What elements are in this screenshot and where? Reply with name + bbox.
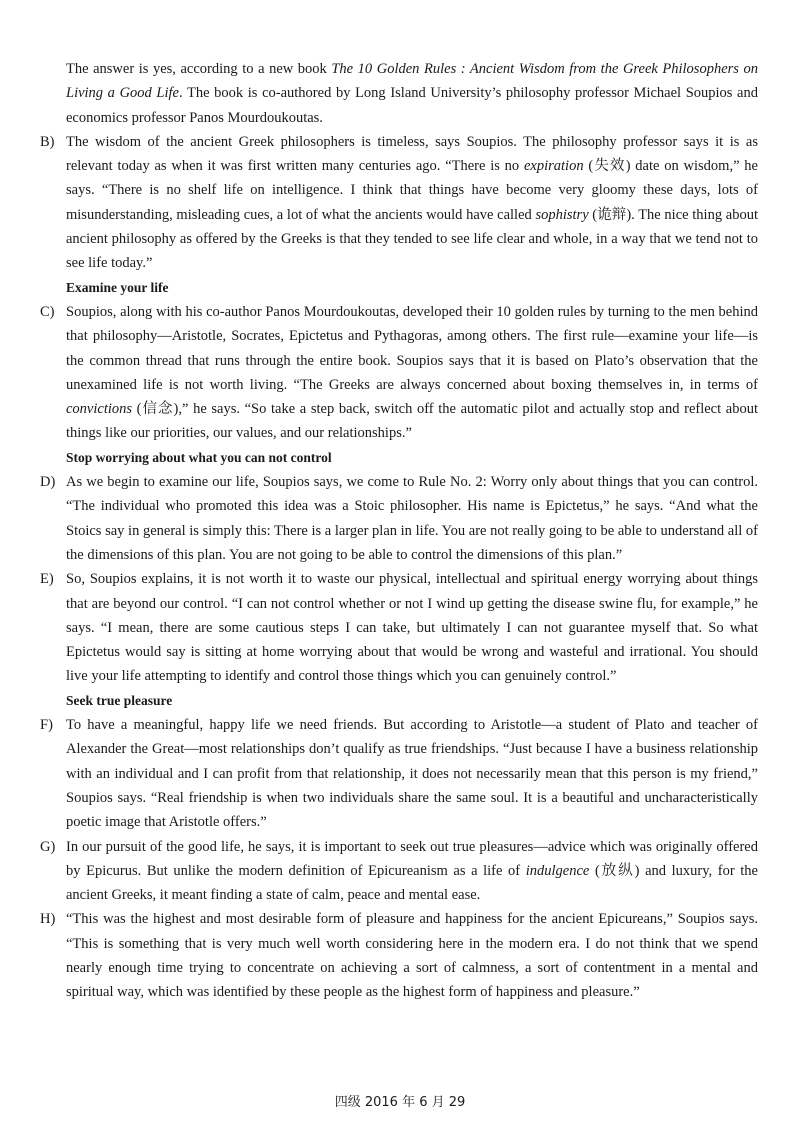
italic-term: The 10 Golden Rules : Ancient Wisdom from the Greek Philosophers on Living a Good Life	[66, 61, 758, 102]
paragraph	[40, 470, 758, 567]
paragraph-text: “This was the highest and most desirable form of pleasure and happiness for the ancient Epicureans,” Soupios says. “This is something that is very much well worth considering here in the modern era. I do not think that we spend nearly enough time trying to concentrate on achieving a sort of calmness, a sort of contentment in a mental and spiritual way, which was identified by these people as the highest form of happiness and pleasure.”	[66, 911, 758, 1001]
paragraph-letter: F)	[40, 717, 53, 734]
paragraph	[40, 713, 758, 834]
paragraph-letter: H)	[40, 911, 56, 928]
paragraph-letter: C)	[40, 303, 55, 320]
page-footer: 四级 2016 年 6 月 29	[334, 1095, 466, 1110]
paragraph-text: (放纵) and luxury, for the ancient Greeks, it meant finding a state of calm, peace and mental ease.	[66, 862, 758, 904]
paragraph-text: The answer is yes, according to a new book	[66, 61, 332, 77]
italic-term: sophistry	[535, 206, 589, 223]
paragraph-text: . The book is co-authored by Long Island University’s philosophy professor Michael Soupios and economics professor Panos Mourdoukoutas.	[66, 85, 758, 126]
section-heading: Stop worrying about what you can not control	[66, 449, 332, 465]
paragraph-text: (诡辩). The nice thing about ancient philosophy as offered by the Greeks is that they tended to see life clear and whole, in a way that we tend not to see life today.”	[66, 206, 758, 272]
paragraph-text: The wisdom of the ancient Greek philosophers is timeless, says Soupios. The philosophy professor says it is as relevant today as when it was first written many centuries ago. “There is no	[66, 133, 758, 175]
paragraph-text: In our pursuit of the good life, he says, it is important to seek out true pleasures—advice which was originally offered by Epicurus. But unlike the modern definition of Epicureanism as a life of	[66, 838, 758, 879]
paragraph-text: So, Soupios explains, it is not worth it to waste our physical, intellectual and spiritual energy worrying about things that are beyond our control. “I can not control whether or not I wind up getting the disease swine flu, for example,” he says. “I mean, there are some cautious steps I can take, but ultimately I can not guarantee myself that. So what Epictetus would say is sitting at home worrying about that would be wrong and wasteful and irrational. You should live your life attempting to identify and control those things which you can genuinely control.”	[66, 571, 758, 685]
paragraph-text: To have a meaningful, happy life we need friends. But according to Aristotle—a student of Plato and teacher of Alexander the Great—most relationships don’t qualify as true friendships. “Just because I have a business relationship with an individual and I can profit from that relationship, it does not necessarily mean that this person is my friend,” Soupios says. “Real friendship is when two individuals share the same soul. It is a beautiful and uncharacteristically poetic image that Aristotle offers.”	[66, 717, 758, 831]
paragraph	[40, 57, 758, 130]
section-heading: Seek true pleasure	[66, 692, 173, 708]
paragraph-letter: B)	[40, 133, 55, 150]
italic-term: expiration	[523, 158, 584, 175]
paragraph-letter: G)	[40, 838, 56, 855]
paragraph	[40, 300, 758, 446]
paragraph-text: (失效) date on wisdom,” he says. “There is no shelf life on intelligence. I think that things have become very gloomy these days, lots of misunderstanding, misleading cues, a lot of what the ancients would have called	[66, 158, 758, 223]
italic-term: indulgence	[525, 862, 590, 879]
paragraph	[40, 835, 758, 908]
paragraph-text: (信念),” he says. “So take a step back, switch off the automatic pilot and actually stop and reflect about things like our priorities, our values, and our relationships.”	[66, 401, 758, 442]
paragraph	[40, 130, 758, 276]
article-body	[40, 57, 758, 1005]
paragraph	[40, 907, 758, 1004]
paragraph	[40, 567, 758, 688]
section-heading: Examine your life	[66, 279, 169, 295]
paragraph-text: Soupios, along with his co-author Panos Mourdoukoutas, developed their 10 golden rules by turning to the men behind that philosophy—Aristotle, Socrates, Epictetus and Pythagoras, among others. The first rule—examine your life—is the common thread that runs through the entire book. Soupios says that it is based on Plato’s observation that the unexamined life is not worth living. “The Greeks are always concerned about boxing themselves in, in terms of	[66, 303, 758, 393]
paragraph-text: As we begin to examine our life, Soupios says, we come to Rule No. 2: Worry only about things that you can control. “The individual who promoted this idea was a Stoic philosopher. His name is Epictetus,” he says. “And what the Stoics say in general is simply this: There is a larger plan in life. You are not really going to be able to understand all of the dimensions of this plan. You are not going to be able to control the dimensions of this plan.”	[66, 474, 758, 563]
paragraph-letter: E)	[40, 571, 54, 588]
italic-term: convictions	[66, 401, 133, 418]
paragraph-letter: D)	[40, 474, 56, 491]
